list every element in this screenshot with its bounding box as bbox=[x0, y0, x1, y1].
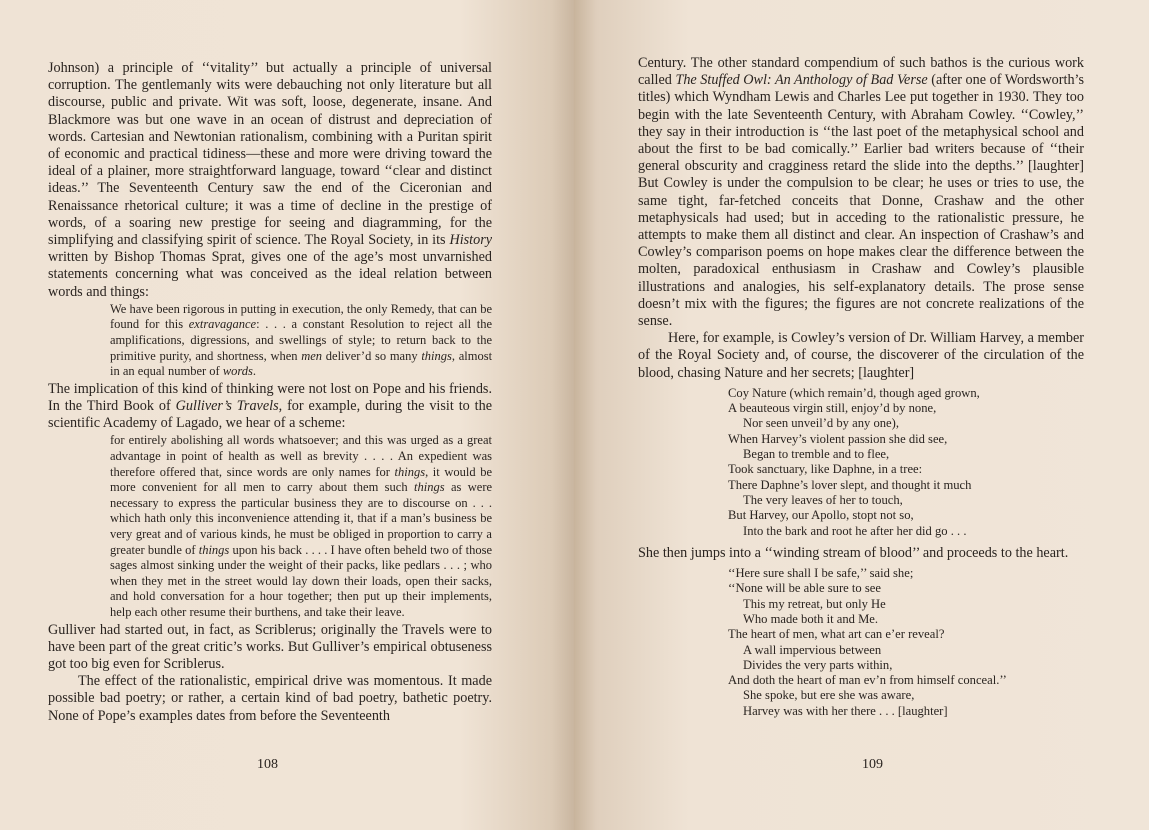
poem-line: Nor seen unveil’d by any one), bbox=[743, 416, 899, 431]
poem-line: Took sanctuary, like Daphne, in a tree: bbox=[728, 462, 923, 477]
poem-line: Harvey was with her there . . . [laughter] bbox=[743, 703, 948, 718]
poem-line: The heart of men, what art can e’er reveal? bbox=[728, 627, 945, 642]
poem-line: And doth the heart of man ev’n from himself conceal.’’ bbox=[728, 673, 1007, 688]
paragraph: Century. The other standard compendium of such bathos is the curious work called The Stuffed Owl: An Anthology of Bad Verse (after one of Wordsworth’s titles) which Wyndham Lewis and Charles Lee put together in 1930. They too begin with the late Seventeenth Century, with Abraham Cowley. ‘‘Cowley,’’ they say in their introduction is ‘‘the last poet of the metaphysical school and about the first to be bad comically.’’ Earlier bad writers because of ‘‘their general obscurity and cragginess retard the slide into the depths.’’ [laughter] But Cowley is under the compulsion to be clear; he uses or tries to use, the same tight, far-fetched conceits that Donne, Crashaw and the other metaphysicals had used; but in acceding to the rationalistic pressure, he attempts to make them all distinct and clear. An inspection of Crashaw’s and Cowley’s comparison poems on hope makes clear the difference between the molten, paradoxical enthusiasm in Crashaw and Cowley’s plausible illustrations and analogies, his self-explanatory details. The prose sense doesn’t mix with the figures; the figures are not concrete realizations of the sense. bbox=[638, 55, 1085, 330]
right-page-text bbox=[638, 55, 1084, 725]
page-number: 109 bbox=[862, 757, 883, 772]
poem-line: Who made both it and Me. bbox=[743, 611, 879, 626]
block-quote-gulliver: for entirely abolishing all words whatsoever; and this was urged as a great advantage in point of health as well as brevity . . . . An expedient was therefore offered that, since words are only names for things, it would be more convenient for all men to carry about them such things as were necessary to express the particular business they are to discourse on . . . which hath only this inconvenience attending it, that if a man’s business be very great and of various kinds, he must be obliged in proportion to carry a greater bundle of things upon his back . . . . I have often beheld two of those sages almost sinking under the weight of their packs, like pedlars . . . ; who when they met in the street would lay down their loads, open their sacks, and hold conversation for a hour together; then put up their implements, help each other resume their burthens, and take their leave. bbox=[110, 433, 493, 619]
paragraph: She then jumps into a ‘‘winding stream of blood’’ and proceeds to the heart. bbox=[638, 544, 1069, 561]
poem-cowley-part1 bbox=[728, 386, 1084, 539]
right-page bbox=[574, 0, 1149, 830]
paragraph: The effect of the rationalistic, empirical drive was momentous. It made possible bad poetry; or rather, a certain kind of bad poetry, bathetic poetry. None of Pope’s examples dates from before the Seventeenth bbox=[48, 673, 492, 724]
poem-line: Divides the very parts within, bbox=[743, 657, 893, 672]
page-number: 108 bbox=[257, 757, 278, 772]
poem-line: But Harvey, our Apollo, stopt not so, bbox=[728, 508, 914, 523]
poem-line: She spoke, but ere she was aware, bbox=[743, 688, 915, 703]
left-page-text bbox=[48, 60, 492, 725]
poem-line: Began to tremble and to flee, bbox=[743, 447, 890, 462]
poem-line: When Harvey’s violent passion she did see, bbox=[728, 431, 948, 446]
poem-cowley-part2 bbox=[728, 566, 1084, 719]
poem-line: A wall impervious between bbox=[743, 642, 882, 657]
poem-line: ‘‘None will be able sure to see bbox=[728, 581, 881, 596]
poem-line: Coy Nature (which remain’d, though aged grown, bbox=[728, 385, 980, 400]
block-quote-sprat: We have been rigorous in putting in execution, the only Remedy, that can be found for this extravagance: . . . a constant Resolution to reject all the amplifications, digressions, and swellings of style; to return back to the primitive purity, and shortness, when men deliver’d so many things, almost in an equal number of words. bbox=[110, 301, 493, 379]
paragraph: Gulliver had started out, in fact, as Scriblerus; originally the Travels were to have been part of the great critic’s works. But Gulliver’s empirical obtuseness got too big even for Scriblerus. bbox=[48, 621, 492, 672]
poem-line: Into the bark and root he after her did go . . . bbox=[743, 523, 967, 538]
paragraph: Here, for example, is Cowley’s version of Dr. William Harvey, a member of the Royal Society and, of course, the discoverer of the circulation of the blood, chasing Nature and her secrets; [laughter] bbox=[638, 330, 1084, 381]
left-page bbox=[0, 0, 574, 830]
paragraph: Johnson) a principle of ‘‘vitality’’ but actually a principle of universal corruption. The gentlemanly wits were debauching not only literature but all discourse, public and private. Wit was soft, loose, degenerate, insane. And Blackmore was but one wave in an ocean of distrust and depreciation of words. Cartesian and Newtonian rationalism, combining with a Puritan spirit of economic and practical tidiness—these and more were driving toward the ideal of a plainer, more straightforward language, toward ‘‘clear and distinct ideas.’’ The Seventeenth Century saw the end of the Ciceronian and Renaissance rhetorical culture; it was a time of decline in the prestige of words, of a soaring new prestige for seeing and diagramming, for the simplifying and classifying spirit of science. The Royal Society, in its History written by Bishop Thomas Sprat, gives one of the age’s most unvarnished statements concerning what was conceived as the ideal relation between words and things: bbox=[48, 60, 493, 300]
poem-line: There Daphne’s lover slept, and thought it much bbox=[728, 477, 972, 492]
poem-line: The very leaves of her to touch, bbox=[743, 492, 903, 507]
paragraph: The implication of this kind of thinking were not lost on Pope and his friends. In the Third Book of Gulliver’s Travels, for example, during the visit to the scientific Academy of Lagado, we hear of a scheme: bbox=[48, 380, 492, 432]
poem-line: This my retreat, but only He bbox=[743, 596, 886, 611]
poem-line: ‘‘Here sure shall I be safe,’’ said she; bbox=[728, 566, 914, 581]
poem-line: A beauteous virgin still, enjoy’d by none, bbox=[728, 401, 937, 416]
